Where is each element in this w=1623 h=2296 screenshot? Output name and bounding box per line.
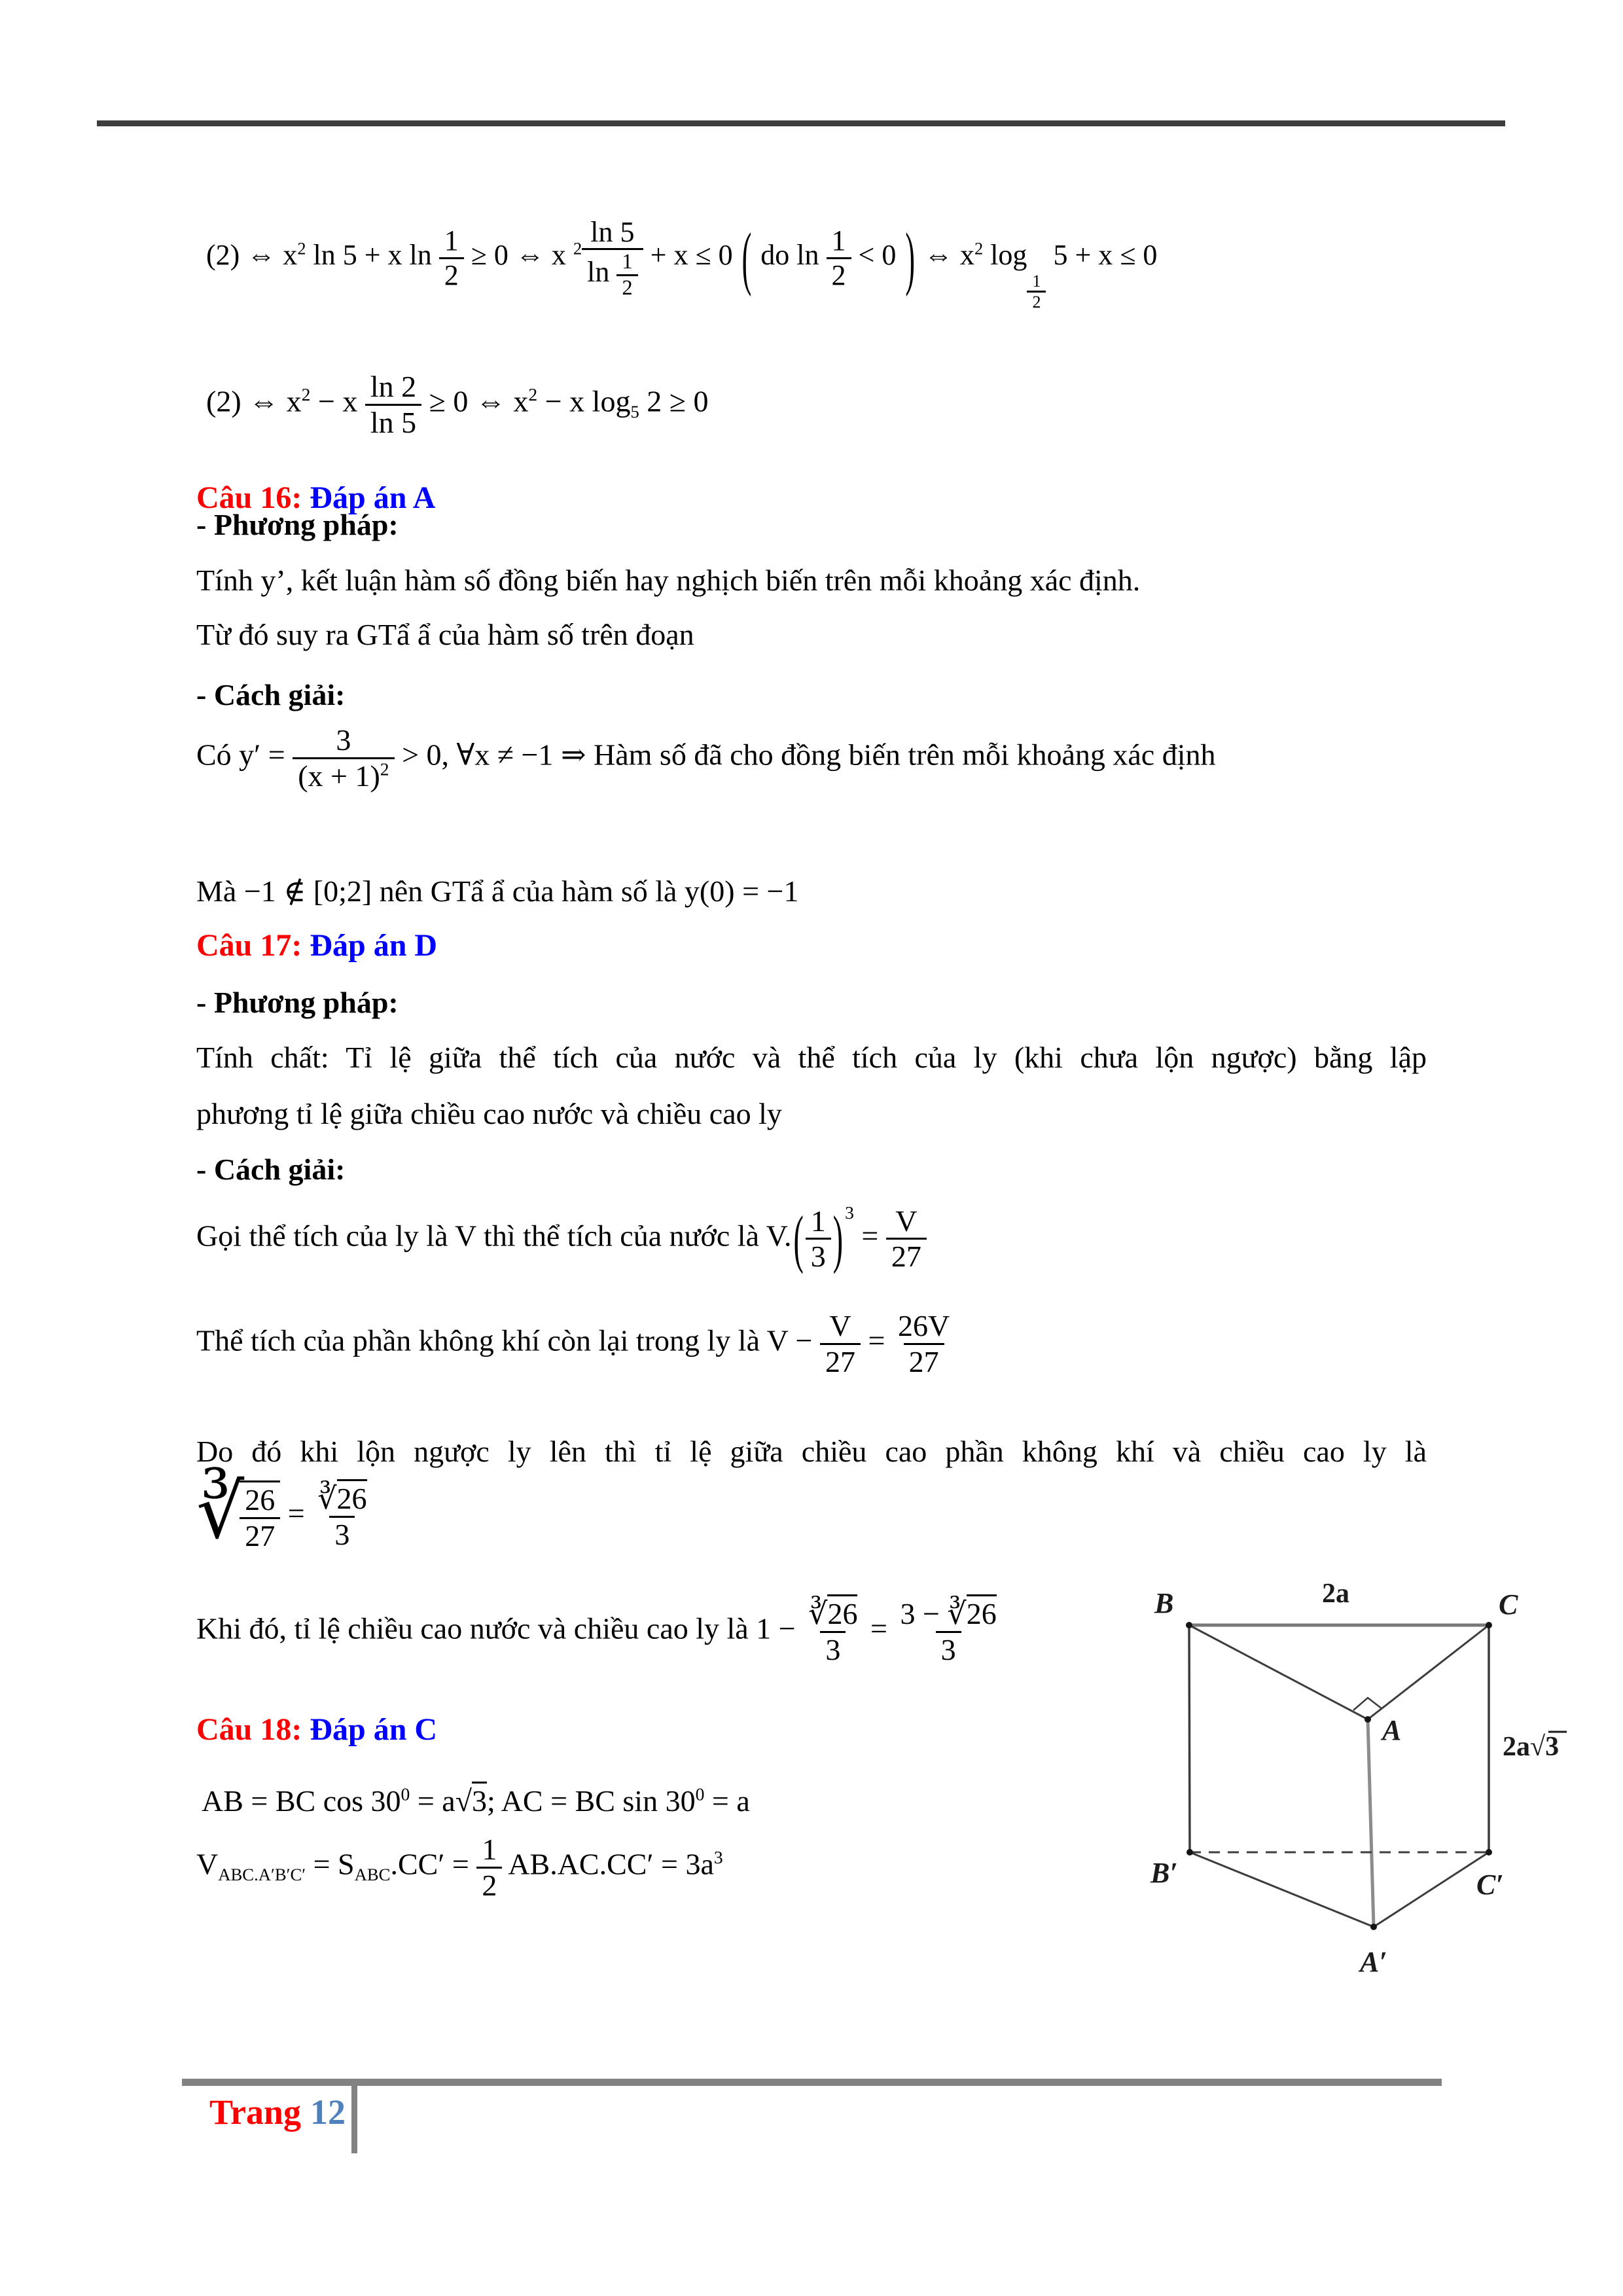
- formula-text: = a: [410, 1784, 455, 1818]
- formula-triangle-sides: [202, 1782, 750, 1821]
- fraction-26-27: [240, 1483, 280, 1552]
- denominator: 2: [1027, 291, 1046, 312]
- formula-text: = a: [704, 1784, 750, 1818]
- vertex-dot-Bp: [1186, 1849, 1193, 1856]
- fraction-cbrt26-3: [803, 1597, 863, 1666]
- vertex-label-C: C: [1499, 1588, 1518, 1621]
- question-number: Câu 16:: [196, 480, 302, 515]
- fraction-one-half: [439, 224, 464, 291]
- vertex-label-Bp: B′: [1150, 1857, 1178, 1889]
- edge-length-2a-root3: [1503, 1732, 1559, 1762]
- formula-text: (2) ⇔ x: [206, 384, 302, 418]
- denominator: 3: [820, 1631, 846, 1667]
- page-number: [209, 2092, 346, 2132]
- denominator: 3: [329, 1516, 355, 1552]
- numerator: V: [895, 1204, 918, 1238]
- method-label: - Phương pháp:: [196, 986, 399, 1019]
- method-label: - Phương pháp:: [196, 508, 399, 541]
- formula-text: ⇔ x: [917, 239, 974, 272]
- vertex-dot-A: [1364, 1716, 1371, 1723]
- formula-text: =: [863, 1611, 895, 1645]
- radicand: 26: [967, 1594, 997, 1630]
- formula-text: ; AC = BC sin 30: [486, 1784, 696, 1818]
- denominator: 2: [616, 274, 637, 300]
- exponent: 2: [380, 758, 389, 779]
- formula-text: =: [853, 1219, 886, 1253]
- vertex-label-Ap: A′: [1360, 1946, 1387, 1978]
- formula-cube-root: ∛ $\frac{26}{27}$ = $\frac{∛26}{3}$: [196, 1480, 372, 1552]
- exponent: 2: [573, 238, 582, 259]
- edge-CpAp: [1374, 1852, 1489, 1927]
- formula-text: = S: [306, 1847, 355, 1881]
- formula-height-ratio: [196, 1597, 1002, 1666]
- triangular-prism-figure: [1099, 1558, 1597, 1990]
- formula-interval-line: Mà −1 ∉ [0;2] nên GTẩ ẩ của hàm số là y(0) = −1: [196, 874, 799, 908]
- fraction-3-over-x-plus-1-squared: [293, 723, 394, 793]
- radicand: 26: [337, 1479, 367, 1515]
- formula-text: ln: [587, 256, 617, 289]
- formula-text: AB.AC.CC′ = 3a: [502, 1847, 714, 1881]
- formula-text: log: [983, 239, 1027, 272]
- subscript: ABC.A′B′C′: [218, 1864, 306, 1884]
- question-18-heading: [196, 1712, 437, 1748]
- formula-text: AB = BC cos 30: [202, 1784, 401, 1818]
- body-text: Tính y’, kết luận hàm số đồng biến hay nghịch biến trên mỗi khoảng xác định.: [196, 564, 1141, 597]
- denominator: 2: [476, 1867, 502, 1903]
- open-paren: (: [793, 1202, 804, 1274]
- top-rule: [97, 120, 1505, 126]
- close-paren: ): [832, 1202, 844, 1274]
- exponent: 2: [974, 238, 984, 259]
- formula-text: =: [861, 1323, 893, 1357]
- side-label-radicand: 3: [1545, 1732, 1560, 1762]
- formula-text: − x log: [537, 384, 631, 418]
- denominator: 27: [820, 1343, 861, 1379]
- formula-volume-air: [196, 1309, 955, 1378]
- vertex-dot-C: [1486, 1622, 1492, 1628]
- formula-text: =: [280, 1496, 313, 1530]
- fraction-one-half: [476, 1833, 502, 1902]
- formula-text: (x + 1): [298, 759, 380, 793]
- formula-text: (2) ⇔ x: [206, 239, 298, 272]
- body-text-justified: Do đó khi lộn ngược ly lên thì tỉ lệ giữa chiều cao phần không khí và chiều cao ly là: [196, 1435, 1427, 1468]
- vertex-dot-B: [1186, 1622, 1192, 1628]
- edge-CA: [1368, 1625, 1489, 1719]
- solution-label: - Cách giải:: [196, 1153, 346, 1186]
- vertex-label-A: A: [1382, 1714, 1402, 1746]
- formula-text: Gọi thể tích của ly là V thì thể tích của nước là V.: [196, 1219, 792, 1253]
- exponent: 0: [695, 1784, 705, 1804]
- formula-text: do ln: [753, 239, 827, 272]
- question-answer: Đáp án A: [310, 480, 436, 515]
- fraction-26V-27: [893, 1309, 955, 1378]
- body-text: phương tỉ lệ giữa chiều cao nước và chiều cao ly: [196, 1097, 782, 1130]
- formula-text: 2 ≥ 0: [639, 384, 709, 418]
- numerator: 1: [810, 1204, 826, 1238]
- question-answer: Đáp án D: [310, 928, 438, 963]
- formula-derivative-line: [196, 723, 1215, 793]
- footer-divider: [351, 2079, 357, 2153]
- numerator: [803, 1597, 863, 1631]
- numerator: 1: [482, 1833, 497, 1866]
- fraction-3-minus-cbrt26-over-3: [895, 1597, 1001, 1666]
- exponent: 3: [713, 1847, 723, 1868]
- formula-volume-water: [196, 1201, 927, 1274]
- formula-text: Thể tích của phần không khí còn lại trong ly là V −: [196, 1323, 820, 1357]
- right-angle-icon: [1353, 1698, 1382, 1710]
- exponent: 2: [528, 384, 538, 405]
- edge-BA: [1189, 1625, 1368, 1719]
- page-label: Trang: [209, 2092, 302, 2132]
- exponent: 2: [297, 238, 306, 259]
- denominator: [582, 248, 643, 300]
- subscript: ABC: [354, 1864, 391, 1884]
- edge-BpAp: [1190, 1852, 1374, 1927]
- vertex-dot-Ap: [1370, 1924, 1377, 1930]
- numerator: 1: [831, 224, 846, 257]
- cube-root-icon: ∛: [947, 1597, 967, 1630]
- cube-root-icon: ∛: [317, 1482, 337, 1515]
- radicand: [240, 1480, 280, 1552]
- denominator: 2: [827, 257, 851, 291]
- formula-text: ln 5 + x ln: [306, 239, 439, 272]
- denominator: 3: [806, 1238, 831, 1274]
- question-answer: Đáp án C: [310, 1712, 438, 1747]
- numerator: 3: [336, 723, 351, 757]
- formula-text: 5 + x ≤ 0: [1046, 239, 1158, 272]
- question-17-heading: [196, 927, 437, 963]
- exponent: 3: [845, 1202, 854, 1223]
- radicand: 3: [472, 1782, 487, 1818]
- square-root-icon: √: [455, 1784, 472, 1818]
- question-number: Câu 18:: [196, 1712, 302, 1747]
- denominator: ln 5: [365, 404, 421, 440]
- fraction-one-third: [806, 1204, 831, 1274]
- formula-log5-line: [206, 370, 709, 439]
- denominator: 27: [240, 1517, 280, 1553]
- vertex-dot-Cp: [1486, 1849, 1492, 1856]
- numerator: 26V: [897, 1309, 950, 1342]
- formula-log-half-line: [206, 216, 1157, 312]
- formula-text: V: [196, 1847, 219, 1881]
- formula-text: − x: [310, 384, 365, 418]
- denominator: 2: [439, 257, 464, 291]
- formula-text: ≥ 0 ⇔ x: [463, 239, 573, 272]
- formula-text: Có y′ =: [196, 738, 293, 772]
- numerator: [895, 1597, 1001, 1631]
- numerator: ln 2: [370, 370, 417, 403]
- formula-text: + x ≤ 0: [643, 239, 740, 272]
- fraction-V-27: [886, 1204, 927, 1274]
- edge-length-2a: 2a: [1322, 1579, 1349, 1609]
- denominator: [293, 757, 394, 793]
- solution-label: - Cách giải:: [196, 678, 346, 711]
- numerator: 26: [245, 1483, 276, 1516]
- formula-text: ≥ 0 ⇔ x: [421, 384, 529, 418]
- numerator: 1: [622, 250, 633, 274]
- vertex-label-B: B: [1154, 1587, 1174, 1619]
- denominator: 3: [936, 1631, 961, 1667]
- open-paren: (: [741, 218, 752, 297]
- footer-rule: [182, 2079, 1442, 2086]
- denominator: 27: [904, 1343, 944, 1379]
- exponent: 2: [301, 384, 311, 405]
- edge-AAp: [1368, 1719, 1374, 1927]
- fraction-ln5-over-lnhalf: [582, 216, 643, 300]
- formula-prism-volume: [196, 1833, 723, 1902]
- fraction-one-half: [616, 250, 637, 300]
- log-base-5: 5: [630, 401, 639, 422]
- fraction-one-half: [827, 224, 851, 291]
- close-paren: ): [905, 218, 915, 297]
- formula-text: < 0: [851, 239, 904, 272]
- vertex-label-Cp: C′: [1476, 1869, 1504, 1901]
- formula-text: > 0, ∀x ≠ −1 ⇒ Hàm số đã cho đồng biến trên mỗi khoảng xác định: [394, 738, 1216, 772]
- fraction-ln2-ln5: [365, 370, 421, 439]
- body-text: Từ đó suy ra GTẩ ẩ của hàm số trên đoạn: [196, 618, 694, 651]
- page-number-value: 12: [310, 2092, 346, 2132]
- fraction-V-27: [820, 1309, 861, 1378]
- fraction-cbrt26-3: [312, 1482, 372, 1551]
- cube-root-icon: ∛: [808, 1597, 828, 1630]
- radicand: 26: [827, 1594, 857, 1630]
- exponent: 0: [401, 1784, 410, 1804]
- side-label-pre: 2a√: [1503, 1732, 1546, 1762]
- formula-text: 3 −: [900, 1597, 948, 1630]
- log-base-one-half: [1027, 272, 1046, 312]
- formula-text: .CC′ =: [390, 1847, 477, 1881]
- numerator: 1: [1032, 272, 1041, 291]
- edge-BBp: [1189, 1625, 1190, 1852]
- body-text-justified: Tính chất: Tỉ lệ giữa thể tích của nước và thể tích của ly (khi chưa lộn ngược) bằng lập: [196, 1041, 1427, 1074]
- question-number: Câu 17:: [196, 928, 302, 963]
- numerator: [312, 1482, 372, 1516]
- numerator: 1: [444, 224, 459, 257]
- denominator: 27: [886, 1238, 927, 1274]
- numerator: V: [829, 1309, 851, 1342]
- formula-text: Khi đó, tỉ lệ chiều cao nước và chiều cao ly là 1 −: [196, 1611, 804, 1645]
- numerator: ln 5: [590, 216, 635, 248]
